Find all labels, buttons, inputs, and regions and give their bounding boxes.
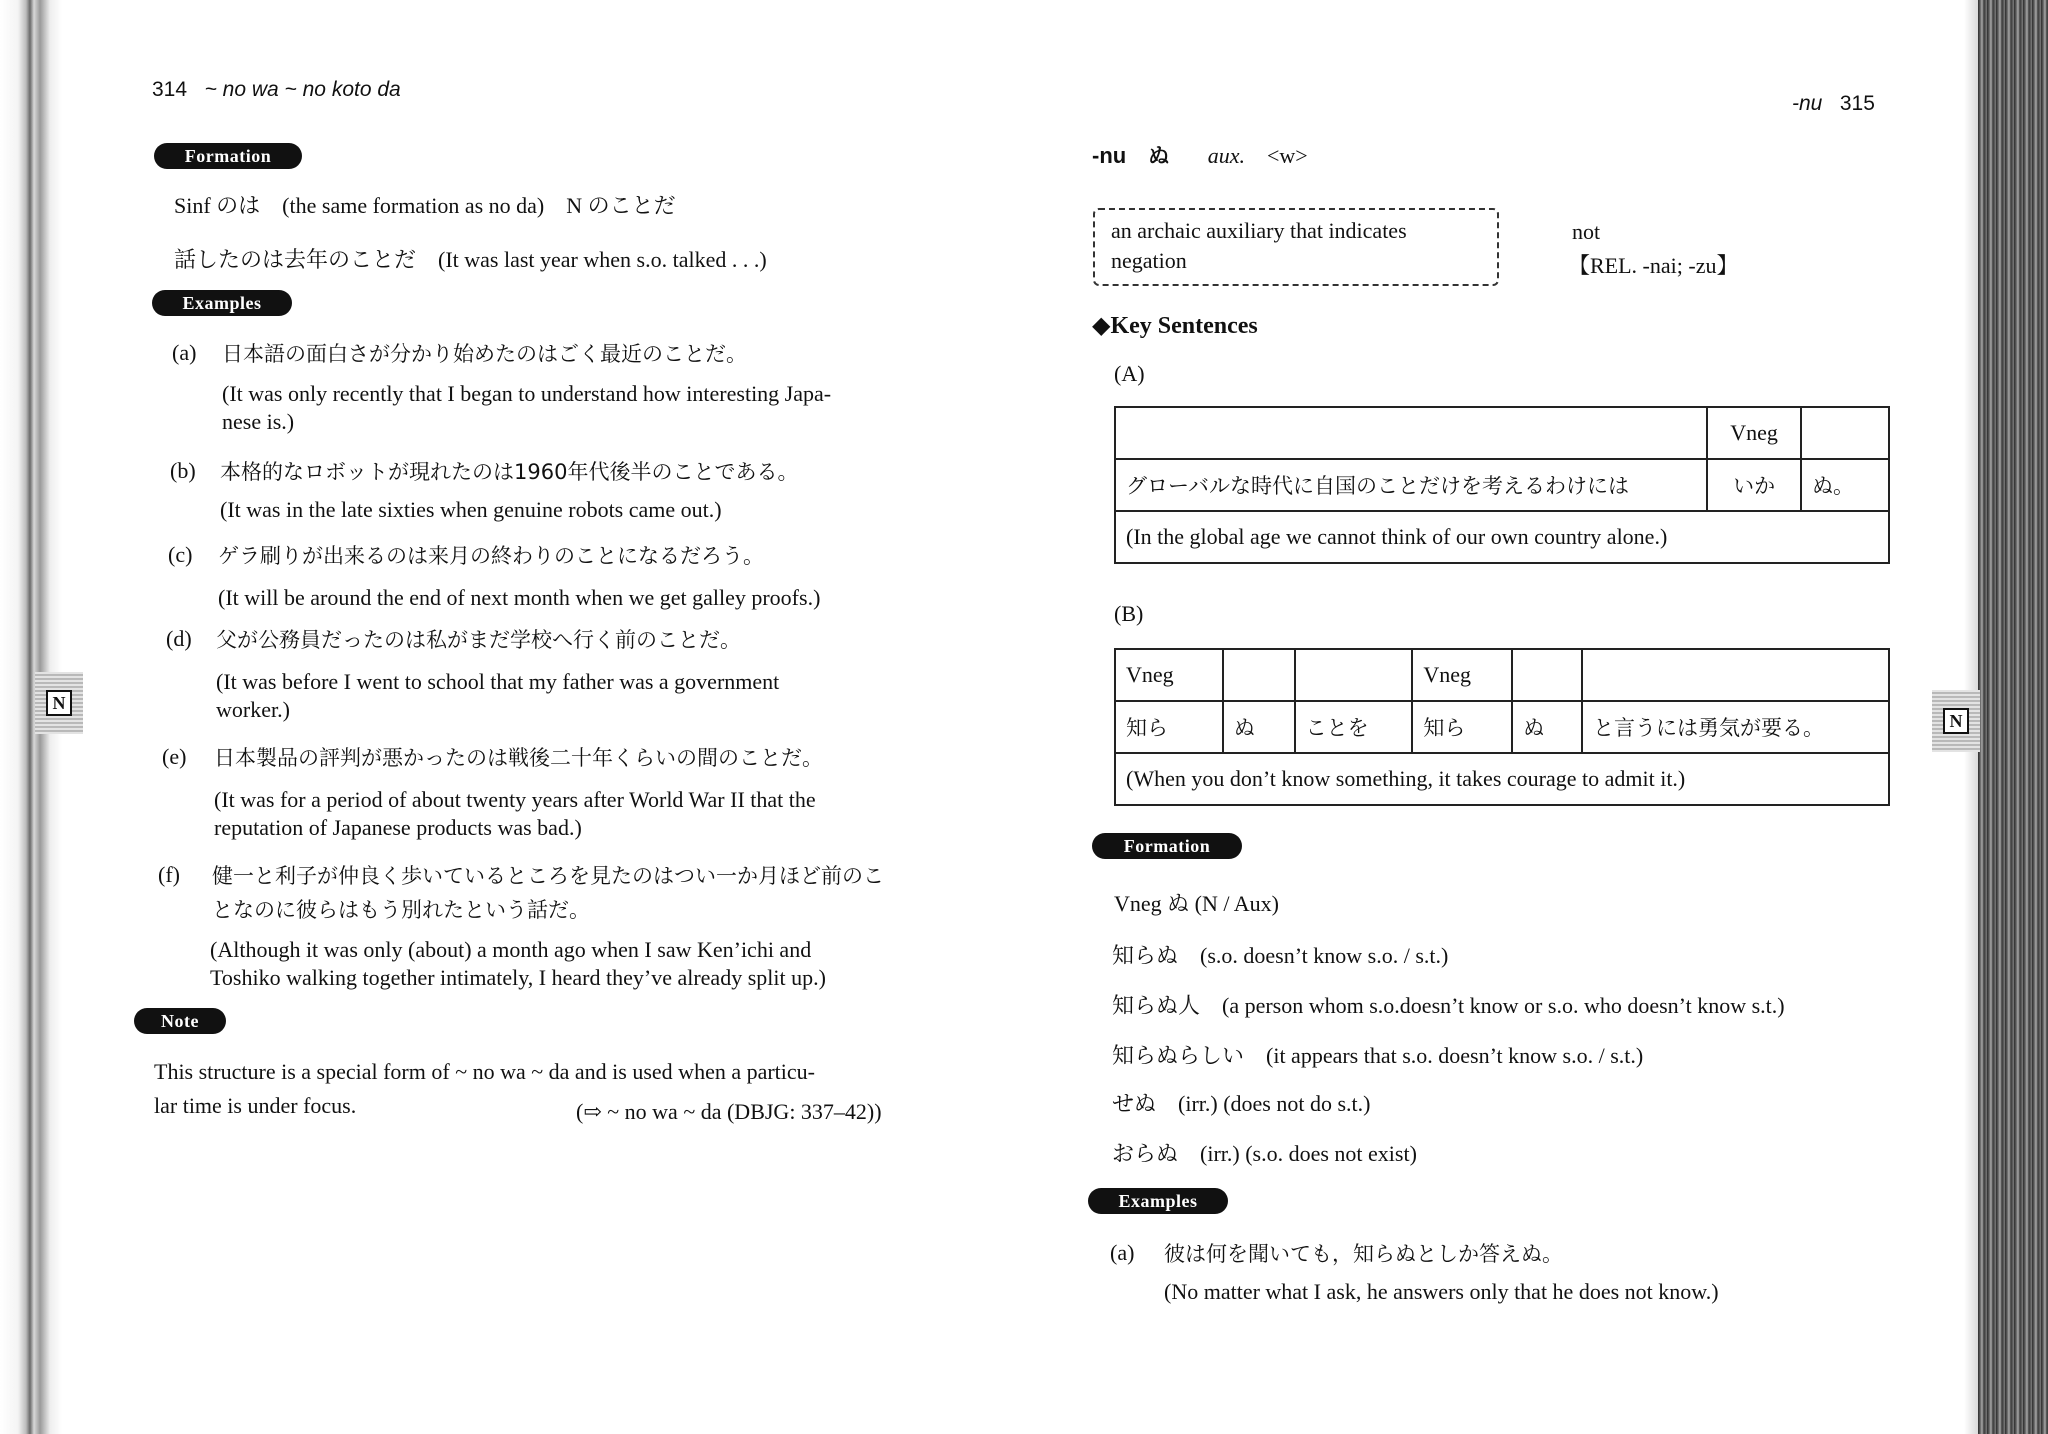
note-label: Note — [134, 1008, 226, 1034]
definition-line-1: an archaic auxiliary that indicates — [1111, 218, 1407, 243]
example-a-jp: 日本語の面白さが分かり始めたのはごく最近のことだ。 — [222, 342, 747, 366]
ks-b-row-cell-4: 知ら — [1412, 701, 1512, 753]
example-c-jp: ゲラ刷りが出来るのは来月の終わりのことになるだろう。 — [218, 544, 764, 568]
example-e-en-1: (It was for a period of about twenty years after World War II that the — [214, 787, 816, 812]
gloss: not — [1572, 219, 1601, 244]
example-e-en-2: reputation of Japanese products was bad.) — [214, 815, 582, 840]
ks-b-header-cell-3 — [1295, 649, 1413, 701]
key-sentence-a-label: (A) — [1114, 361, 1145, 386]
ks-b-row-cell-3: ことを — [1295, 701, 1413, 753]
ks-b-header-cell-1: Vneg — [1115, 649, 1223, 701]
ks-a-row-cell-3: ぬ。 — [1801, 459, 1889, 511]
ks-a-row-cell-2: いか — [1707, 459, 1801, 511]
nu-example-a-label: (a) — [1110, 1240, 1135, 1265]
entry-header — [1092, 140, 1308, 170]
key-sentence-b-label: (B) — [1114, 601, 1144, 626]
ks-b-header-cell-4: Vneg — [1412, 649, 1512, 701]
ks-b-row-cell-5: ぬ — [1512, 701, 1582, 753]
formation-line-2: 話したのは去年のことだ (It was last year when s.o. talked . . .) — [174, 247, 767, 272]
right-running-title: -nu — [1792, 92, 1823, 115]
ks-a-header-cell-2: Vneg — [1707, 407, 1801, 459]
example-d-jp: 父が公務員だったのは私がまだ学校へ行く前のことだ。 — [216, 628, 741, 652]
ks-b-header-cell-2 — [1223, 649, 1295, 701]
ks-a-row-cell-1: グローバルな時代に自国のことだけを考えるわけには — [1115, 459, 1707, 511]
example-f-label: (f) — [158, 862, 180, 887]
nu-example-a-en: (No matter what I ask, he answers only that he does not know.) — [1164, 1279, 1719, 1304]
example-b-jp: 本格的なロボットが現れたのは1960年代後半のことである。 — [220, 460, 799, 484]
entry-part-of-speech: aux. — [1207, 143, 1245, 168]
ks-b-header-cell-5 — [1512, 649, 1582, 701]
entry-verb-class: <w> — [1266, 143, 1308, 168]
example-e-jp: 日本製品の評判が悪かったのは戦後二十年くらいの間のことだ。 — [214, 746, 823, 770]
thumb-tab-right: N — [1932, 690, 1980, 752]
example-f-jp-2: となのに彼らはもう別れたという話だ。 — [212, 898, 590, 922]
example-d-en-2: worker.) — [216, 697, 290, 722]
note-line-1: This structure is a special form of ~ no wa ~ da and is used when a particu- — [154, 1059, 815, 1084]
definition-line-2: negation — [1111, 248, 1187, 273]
nu-example-a-jp: 彼は何を聞いても，知らぬとしか答えぬ。 — [1164, 1242, 1563, 1266]
right-page-number: 315 — [1839, 92, 1875, 115]
left-page-number: 314 — [152, 78, 188, 101]
example-f-en-1: (Although it was only (about) a month ago when I saw Ken’ichi and — [210, 937, 812, 962]
example-f-en-2: Toshiko walking together intimately, I heard they’ve already split up.) — [210, 965, 826, 990]
ks-b-row-cell-1: 知ら — [1115, 701, 1223, 753]
example-b-label: (b) — [170, 458, 196, 483]
ks-a-header-cell-3 — [1801, 407, 1889, 459]
related-entries: 【REL. -nai; -zu】 — [1568, 253, 1739, 278]
nu-formation-line-4: 知らぬらしい (it appears that s.o. doesn’t know s.o. / s.t.) — [1112, 1043, 1644, 1068]
example-a-en-2: nese is.) — [222, 409, 295, 434]
right-running-header — [1792, 92, 1875, 116]
note-line-2: lar time is under focus. — [154, 1093, 357, 1118]
ks-a-header-cell-1 — [1115, 407, 1707, 459]
nu-formation-line-1: Vneg ぬ (N / Aux) — [1114, 891, 1279, 916]
ks-b-header-cell-6 — [1582, 649, 1889, 701]
nu-formation-line-2: 知らぬ (s.o. doesn’t know s.o. / s.t.) — [1112, 943, 1449, 968]
ks-b-row-cell-6: と言うには勇気が要る。 — [1582, 701, 1889, 753]
examples-label-left: Examples — [152, 290, 292, 316]
example-b-en-1: (It was in the late sixties when genuine robots came out.) — [220, 497, 722, 522]
example-a-label: (a) — [172, 340, 197, 365]
left-running-header — [152, 78, 401, 102]
example-a-en-1: (It was only recently that I began to understand how interesting Japa- — [222, 381, 832, 406]
example-d-label: (d) — [166, 626, 192, 651]
example-c-label: (c) — [168, 542, 193, 567]
formation-label-left: Formation — [154, 143, 302, 169]
ks-b-row-cell-2: ぬ — [1223, 701, 1295, 753]
formation-label-right: Formation — [1092, 833, 1242, 859]
example-f-jp-1: 健一と利子が仲良く歩いているところを見たのはつい一か月ほど前のこ — [212, 864, 884, 888]
example-c-en-1: (It will be around the end of next month when we get galley proofs.) — [218, 585, 821, 610]
key-sentence-a-table — [1114, 406, 1890, 564]
nu-formation-line-3: 知らぬ人 (a person whom s.o.doesn’t know or s.o. who doesn’t know s.t.) — [1112, 993, 1785, 1018]
key-sentences-heading: ◆Key Sentences — [1092, 313, 1258, 339]
key-sentence-b-table — [1114, 648, 1890, 806]
nu-formation-line-5: せぬ (irr.) (does not do s.t.) — [1112, 1091, 1371, 1116]
nu-formation-line-6: おらぬ (irr.) (s.o. does not exist) — [1112, 1141, 1417, 1166]
example-e-label: (e) — [162, 744, 187, 769]
definition-box — [1093, 208, 1499, 286]
scan-edge-right — [1978, 0, 2048, 1434]
ks-b-translation: (When you don’t know something, it takes courage to admit it.) — [1115, 753, 1889, 805]
ks-a-translation: (In the global age we cannot think of our own country alone.) — [1115, 511, 1889, 563]
left-running-title: ~ no wa ~ no koto da — [204, 78, 401, 101]
thumb-tab-left: N — [35, 672, 83, 734]
example-d-en-1: (It was before I went to school that my father was a government — [216, 669, 780, 694]
entry-kana: ぬ — [1148, 144, 1170, 168]
formation-line-1: Sinf のは (the same formation as no da) N のことだ — [174, 193, 676, 218]
examples-label-right: Examples — [1088, 1188, 1228, 1214]
note-cross-reference: (⇨ ~ no wa ~ da (DBJG: 337–42)) — [576, 1099, 882, 1124]
entry-headword: -nu — [1092, 143, 1127, 168]
